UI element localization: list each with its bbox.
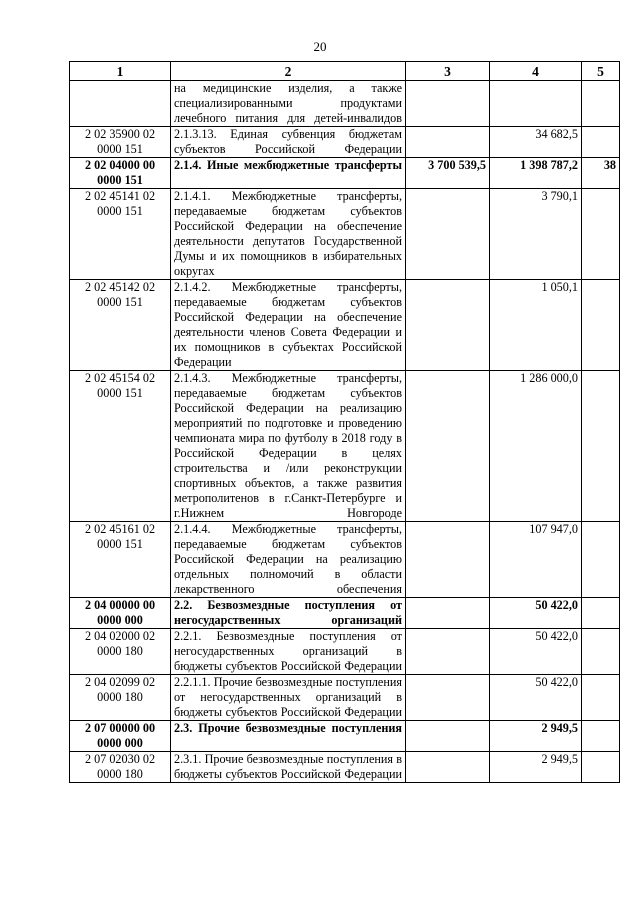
amount-col4-cell: 1 050,1 <box>490 280 582 371</box>
amount-col3-cell <box>406 721 490 752</box>
amount-col3-cell: 3 700 539,5 <box>406 158 490 189</box>
code-cell <box>70 81 171 127</box>
amount-col5-cell <box>582 629 620 675</box>
code-cell: 2 04 02000 02 0000 180 <box>70 629 171 675</box>
amount-col4-cell: 50 422,0 <box>490 629 582 675</box>
description-cell: на медицинские изделия, а также специализированными продуктами лечебного питания для детей-инвалидов <box>171 81 406 127</box>
amount-col4-cell: 50 422,0 <box>490 598 582 629</box>
column-header: 3 <box>406 62 490 81</box>
amount-col4-cell: 107 947,0 <box>490 522 582 598</box>
table-row <box>70 598 620 629</box>
table-row <box>70 522 620 598</box>
amount-col3-cell <box>406 522 490 598</box>
table-row <box>70 189 620 280</box>
amount-col3-cell <box>406 629 490 675</box>
amount-col4-cell: 2 949,5 <box>490 752 582 783</box>
column-header: 4 <box>490 62 582 81</box>
column-header: 2 <box>171 62 406 81</box>
table-row <box>70 675 620 721</box>
amount-col5-cell <box>582 81 620 127</box>
column-header: 1 <box>70 62 171 81</box>
description-cell: 2.3. Прочие безвозмездные поступления <box>171 721 406 752</box>
amount-col4-cell: 1 398 787,2 <box>490 158 582 189</box>
description-cell: 2.3.1. Прочие безвозмездные поступления в бюджеты субъектов Российской Федерации <box>171 752 406 783</box>
amount-col4-cell: 50 422,0 <box>490 675 582 721</box>
amount-col3-cell <box>406 81 490 127</box>
amount-col3-cell <box>406 371 490 522</box>
amount-col5-cell <box>582 598 620 629</box>
page-number: 20 <box>313 39 327 54</box>
description-cell: 2.1.4.3. Межбюджетные трансферты, передаваемые бюджетам субъектов Российской Федерации на реализацию мероприятий по подготовке и проведению чемпионата мира по футболу в 2018 году в Российской Федерации в целях строительства и /или реконструкции спортивных объектов, а также развития метрополитенов в г.Санкт-Петербурге и г.Нижнем Новгороде <box>171 371 406 522</box>
table-row <box>70 721 620 752</box>
amount-col5-cell <box>582 522 620 598</box>
amount-col3-cell <box>406 189 490 280</box>
description-cell: 2.1.4.2. Межбюджетные трансферты, передаваемые бюджетам субъектов Российской Федерации на обеспечение деятельности членов Совета Федерации и их помощников в субъектах Российской Федерации <box>171 280 406 371</box>
code-cell: 2 02 45161 02 0000 151 <box>70 522 171 598</box>
description-cell: 2.1.3.13. Единая субвенция бюджетам субъектов Российской Федерации <box>171 127 406 158</box>
amount-col3-cell <box>406 598 490 629</box>
amount-col3-cell <box>406 752 490 783</box>
amount-col5-cell <box>582 127 620 158</box>
amount-col5-cell <box>582 371 620 522</box>
amount-col3-cell <box>406 675 490 721</box>
code-cell: 2 04 02099 02 0000 180 <box>70 675 171 721</box>
table-row <box>70 127 620 158</box>
amount-col5-cell <box>582 189 620 280</box>
table-row <box>70 280 620 371</box>
amount-col4-cell: 34 682,5 <box>490 127 582 158</box>
code-cell: 2 07 00000 00 0000 000 <box>70 721 171 752</box>
code-cell: 2 07 02030 02 0000 180 <box>70 752 171 783</box>
amount-col5-cell <box>582 280 620 371</box>
description-cell: 2.2.1. Безвозмездные поступления от негосударственных организаций в бюджеты субъектов Российской Федерации <box>171 629 406 675</box>
amount-col5-cell <box>582 752 620 783</box>
code-cell: 2 02 45141 02 0000 151 <box>70 189 171 280</box>
table-header-row <box>70 62 620 81</box>
amount-col4-cell: 3 790,1 <box>490 189 582 280</box>
code-cell: 2 02 45154 02 0000 151 <box>70 371 171 522</box>
description-cell: 2.2.1.1. Прочие безвозмездные поступления от негосударственных организаций в бюджеты субъектов Российской Федерации <box>171 675 406 721</box>
description-cell: 2.1.4.4. Межбюджетные трансферты, передаваемые бюджетам субъектов Российской Федерации на реализацию отдельных полномочий в области лекарственного обеспечения <box>171 522 406 598</box>
amount-col3-cell <box>406 127 490 158</box>
amount-col5-cell <box>582 675 620 721</box>
table-row <box>70 371 620 522</box>
description-cell: 2.1.4. Иные межбюджетные трансферты <box>171 158 406 189</box>
code-cell: 2 02 04000 00 0000 151 <box>70 158 171 189</box>
table-row <box>70 158 620 189</box>
amount-col3-cell <box>406 280 490 371</box>
amount-col5-cell <box>582 721 620 752</box>
amount-col4-cell <box>490 81 582 127</box>
code-cell: 2 02 35900 02 0000 151 <box>70 127 171 158</box>
budget-table <box>69 61 620 783</box>
table-row <box>70 752 620 783</box>
amount-col4-cell: 1 286 000,0 <box>490 371 582 522</box>
code-cell: 2 02 45142 02 0000 151 <box>70 280 171 371</box>
amount-col4-cell: 2 949,5 <box>490 721 582 752</box>
amount-col5-cell: 38 <box>582 158 620 189</box>
description-cell: 2.2. Безвозмездные поступления от негосударственных организаций <box>171 598 406 629</box>
table-row <box>70 629 620 675</box>
description-cell: 2.1.4.1. Межбюджетные трансферты, передаваемые бюджетам субъектов Российской Федерации на обеспечение деятельности депутатов Государственной Думы и их помощников в избирательных округах <box>171 189 406 280</box>
code-cell: 2 04 00000 00 0000 000 <box>70 598 171 629</box>
table-row <box>70 81 620 127</box>
column-header: 5 <box>582 62 620 81</box>
